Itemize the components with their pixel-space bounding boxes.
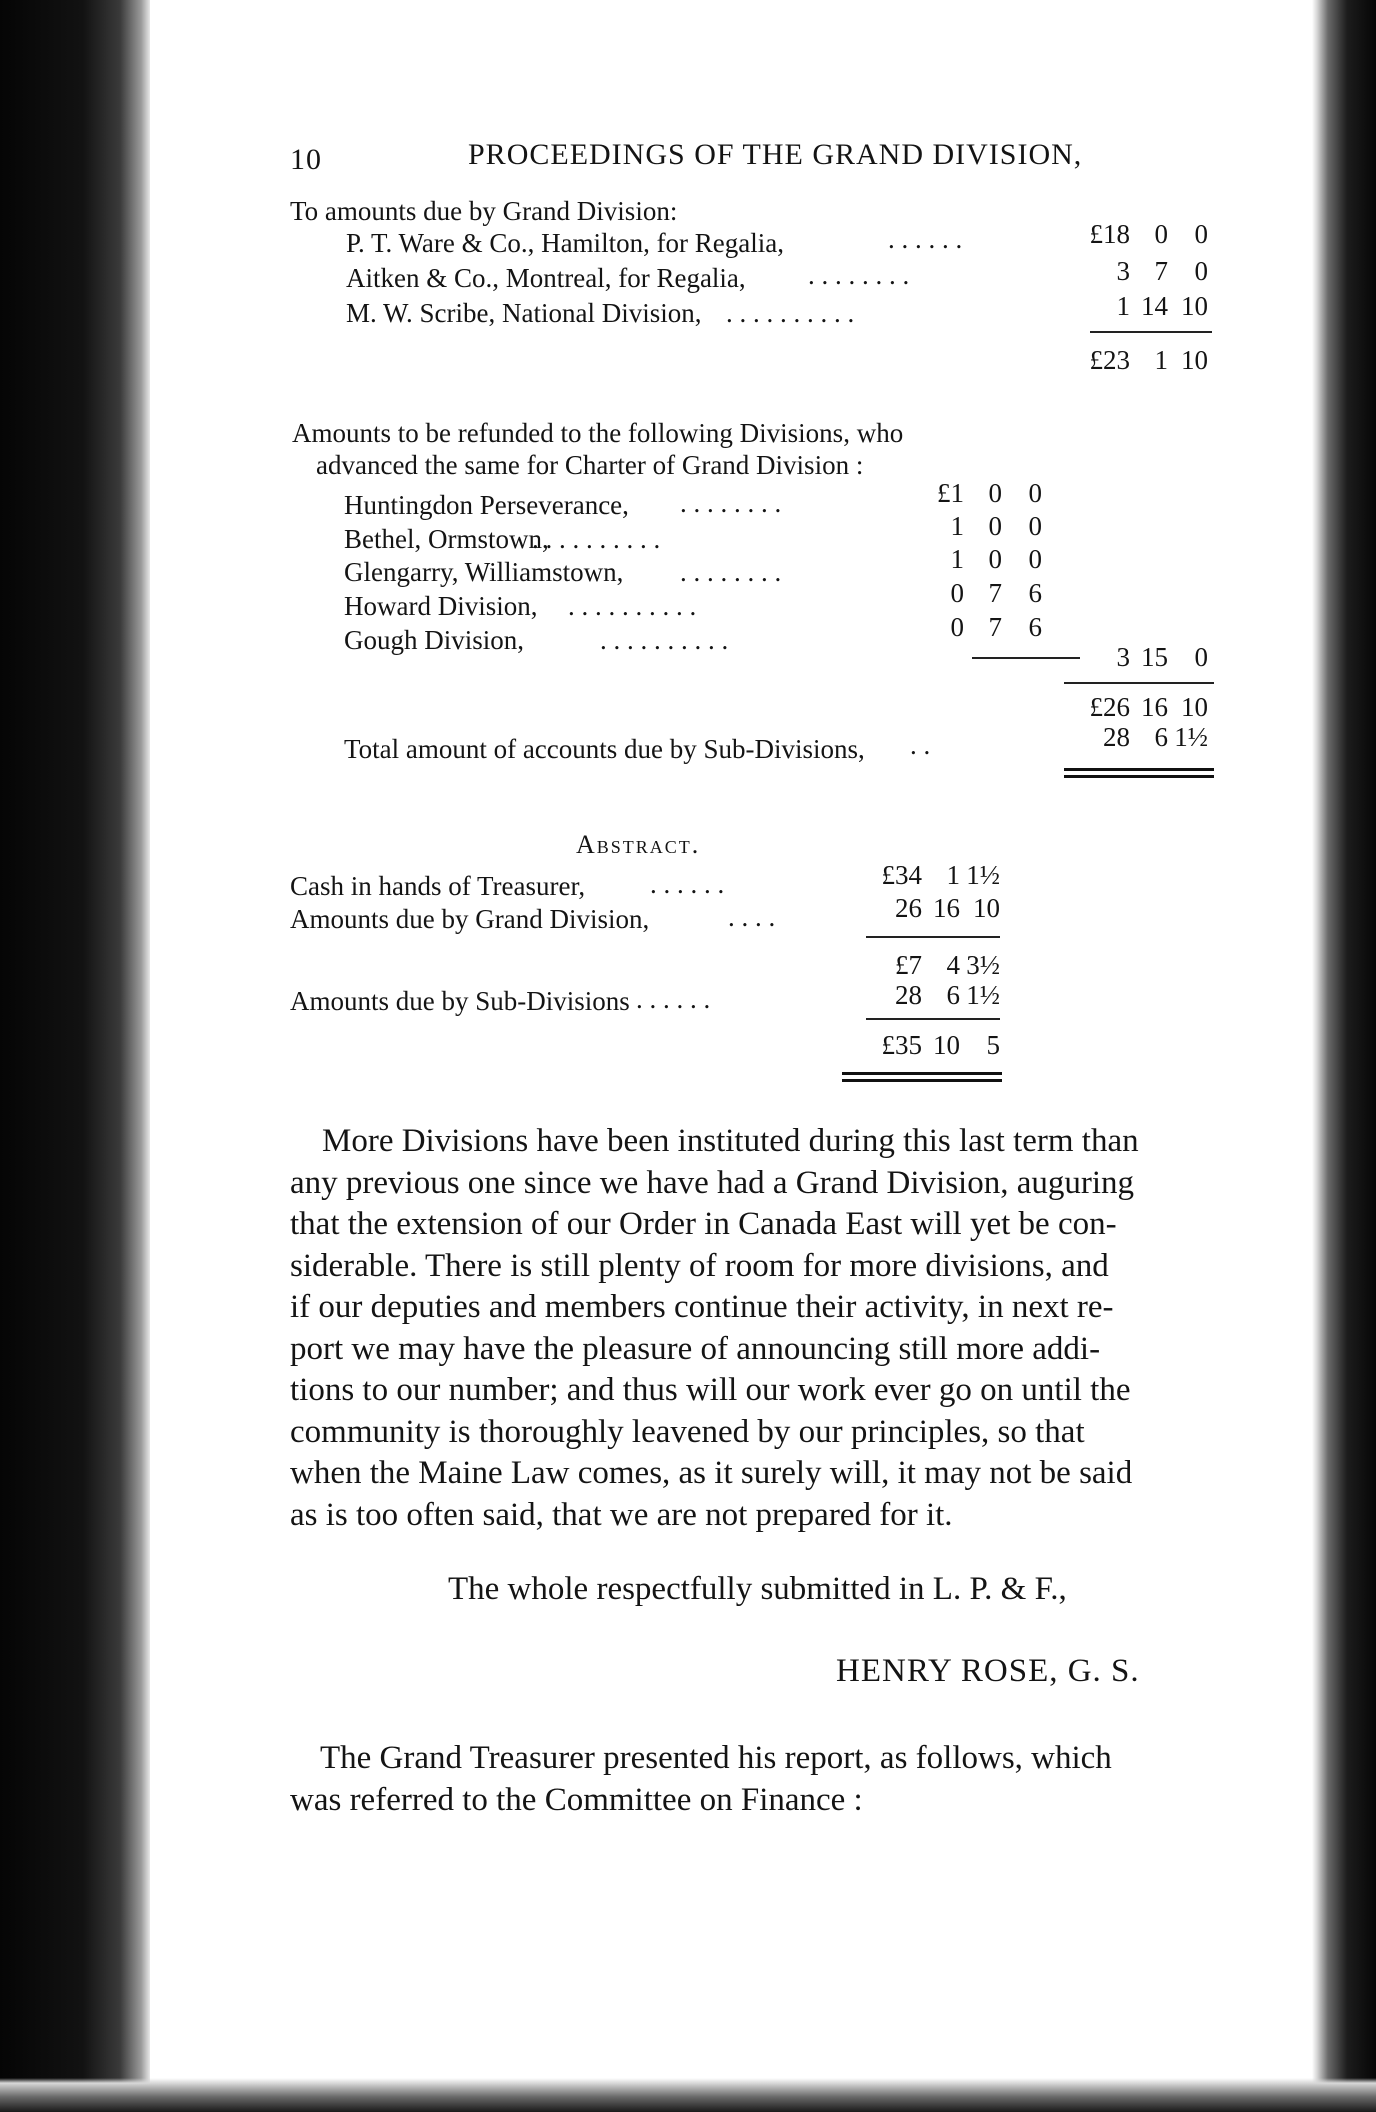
shillings: 0 [988,511,1002,541]
leader-dots: . . . . . . . . [808,260,910,290]
account-row-label: Aitken & Co., Montreal, for Regalia, [346,263,746,293]
leader-dots: . . . . . . . . . . [600,625,729,655]
shillings: 14 [1141,291,1168,321]
amount-row [1068,291,1208,322]
account-row-label: M. W. Scribe, National Division, [346,298,702,328]
shillings: 0 [988,478,1002,508]
due-grand-division-label: Amounts due by Grand Division, [290,904,650,934]
shillings: 7 [1154,256,1168,286]
division-row-label: Bethel, Ormstown, [344,524,549,554]
shillings: 16 [933,893,960,923]
shillings: 7 [988,612,1002,642]
pence: 0 [1194,219,1208,249]
pounds: 26 [895,893,922,923]
section2-heading: Amounts to be refunded to the following Divisions, who [292,418,904,448]
pence: 0 [1028,511,1042,541]
treasurer-line: The Grand Treasurer presented his report, as follows, which [320,1740,1112,1776]
pence: 6 [1028,612,1042,642]
leader-dots: . . . . [728,902,776,932]
pounds: £1 [937,478,964,508]
pounds: £35 [881,1030,922,1060]
pounds: 3 [1116,642,1130,672]
abstract-heading: Abstract. [576,830,701,859]
amount-row [902,478,1042,509]
amount-row [860,893,1000,924]
leader-dots: . . . . . . [636,984,711,1014]
treasurer-line: was referred to the Committee on Finance : [290,1782,863,1818]
subdivisions-label: Total amount of accounts due by Sub-Divisions, [344,734,865,764]
pence: 10 [973,893,1000,923]
subtotal-row [1068,642,1208,673]
shillings: 15 [1141,642,1168,672]
pounds: 1 [950,511,964,541]
double-rule [842,1072,1002,1075]
pounds: £26 [1089,692,1130,722]
pounds: £23 [1089,345,1130,375]
sum-rule [1064,682,1214,684]
division-row-label: Glengarry, Williamstown, [344,557,624,587]
submitted-line: The whole respectfully submitted in L. P. & F., [448,1571,1067,1607]
pence: 10 [1181,291,1208,321]
amount-row [1068,722,1208,753]
pence: 0 [1194,642,1208,672]
shillings: 1 [1154,345,1168,375]
pounds: 28 [895,980,922,1010]
amount-row [1068,219,1208,250]
paragraph-line: community is thoroughly leavened by our principles, so that [290,1414,1085,1450]
pence: 0 [1194,256,1208,286]
shillings: 1 [946,860,960,890]
pence: 10 [1181,345,1208,375]
cash-label: Cash in hands of Treasurer, [290,871,586,901]
pounds: 3 [1116,256,1130,286]
shillings: 6 [1154,722,1168,752]
amount-row [902,544,1042,575]
leader-dots: . . . . . . . . . . [532,524,661,554]
pounds: 1 [950,544,964,574]
total-row [1068,345,1208,376]
pounds: £18 [1089,219,1130,249]
pence: 0 [1028,544,1042,574]
shillings: 6 [946,980,960,1010]
amount-row [860,860,1000,891]
total-row [1068,692,1208,723]
leader-dots: . . . . . . . . [680,557,782,587]
pence: 10 [1181,692,1208,722]
amount-row [902,511,1042,542]
pence: 1½ [966,980,1000,1010]
pence: 6 [1028,578,1042,608]
shillings: 4 [946,950,960,980]
division-row-label: Huntingdon Perseverance, [344,490,629,520]
paragraph-line: if our deputies and members continue their activity, in next re- [290,1289,1114,1325]
division-row-label: Gough Division, [344,625,525,655]
pounds: 28 [1103,722,1130,752]
scan-edge-right [1312,0,1376,2112]
paragraph-line: port we may have the pleasure of announcing still more addi- [290,1331,1101,1367]
scan-edge-bottom [0,2078,1376,2112]
shillings: 16 [1141,692,1168,722]
leader-dots: . . [910,730,931,760]
pence: 1½ [1174,722,1208,752]
pounds: £7 [895,950,922,980]
balance-row [860,950,1000,981]
pence: 5 [986,1030,1000,1060]
paragraph-line: as is too often said, that we are not prepared for it. [290,1497,953,1533]
paragraph-line: when the Maine Law comes, as it surely will, it may not be said [290,1455,1133,1491]
shillings: 7 [988,578,1002,608]
shillings: 10 [933,1030,960,1060]
due-sub-divisions-label: Amounts due by Sub-Divisions [290,986,630,1016]
section1-heading: To amounts due by Grand Division: [290,196,678,226]
leader-dots: . . . . . . . . . . [568,591,697,621]
pounds: 1 [1116,291,1130,321]
shillings: 0 [988,544,1002,574]
double-rule [1064,768,1214,771]
running-title: PROCEEDINGS OF THE GRAND DIVISION, [468,138,1083,171]
total-row [860,1030,1000,1061]
account-row-label: P. T. Ware & Co., Hamilton, for Regalia, [346,228,785,258]
amount-row [1068,256,1208,287]
scan-edge-left [0,0,150,2112]
sum-rule [866,936,1000,938]
paragraph-line: tions to our number; and thus will our work ever go on until the [290,1372,1131,1408]
double-rule [842,1079,1002,1082]
pounds: 0 [950,578,964,608]
shillings: 0 [1154,219,1168,249]
leader-dots: . . . . . . [650,869,725,899]
paragraph-line: any previous one since we have had a Grand Division, auguring [290,1165,1135,1201]
pence: 3½ [966,950,1000,980]
amount-row [902,612,1042,643]
amount-row [902,578,1042,609]
sum-rule [866,1018,1000,1020]
division-row-label: Howard Division, [344,591,538,621]
sum-rule [972,657,1080,659]
pounds: £34 [881,860,922,890]
pounds: 0 [950,612,964,642]
signature: HENRY ROSE, G. S. [836,1653,1140,1689]
double-rule [1064,775,1214,778]
leader-dots: . . . . . . [888,224,963,254]
paragraph-line: siderable. There is still plenty of room for more divisions, and [290,1248,1109,1284]
sum-rule [1090,331,1212,333]
section2-heading-cont: advanced the same for Charter of Grand Division : [316,450,864,480]
pence: 0 [1028,478,1042,508]
amount-row [860,980,1000,1011]
paragraph-line: that the extension of our Order in Canada East will yet be con- [290,1206,1117,1242]
page-number: 10 [290,143,322,176]
leader-dots: . . . . . . . . . . [726,298,855,328]
leader-dots: . . . . . . . . [680,488,782,518]
paragraph-line: More Divisions have been instituted during this last term than [322,1123,1139,1159]
pence: 1½ [966,860,1000,890]
